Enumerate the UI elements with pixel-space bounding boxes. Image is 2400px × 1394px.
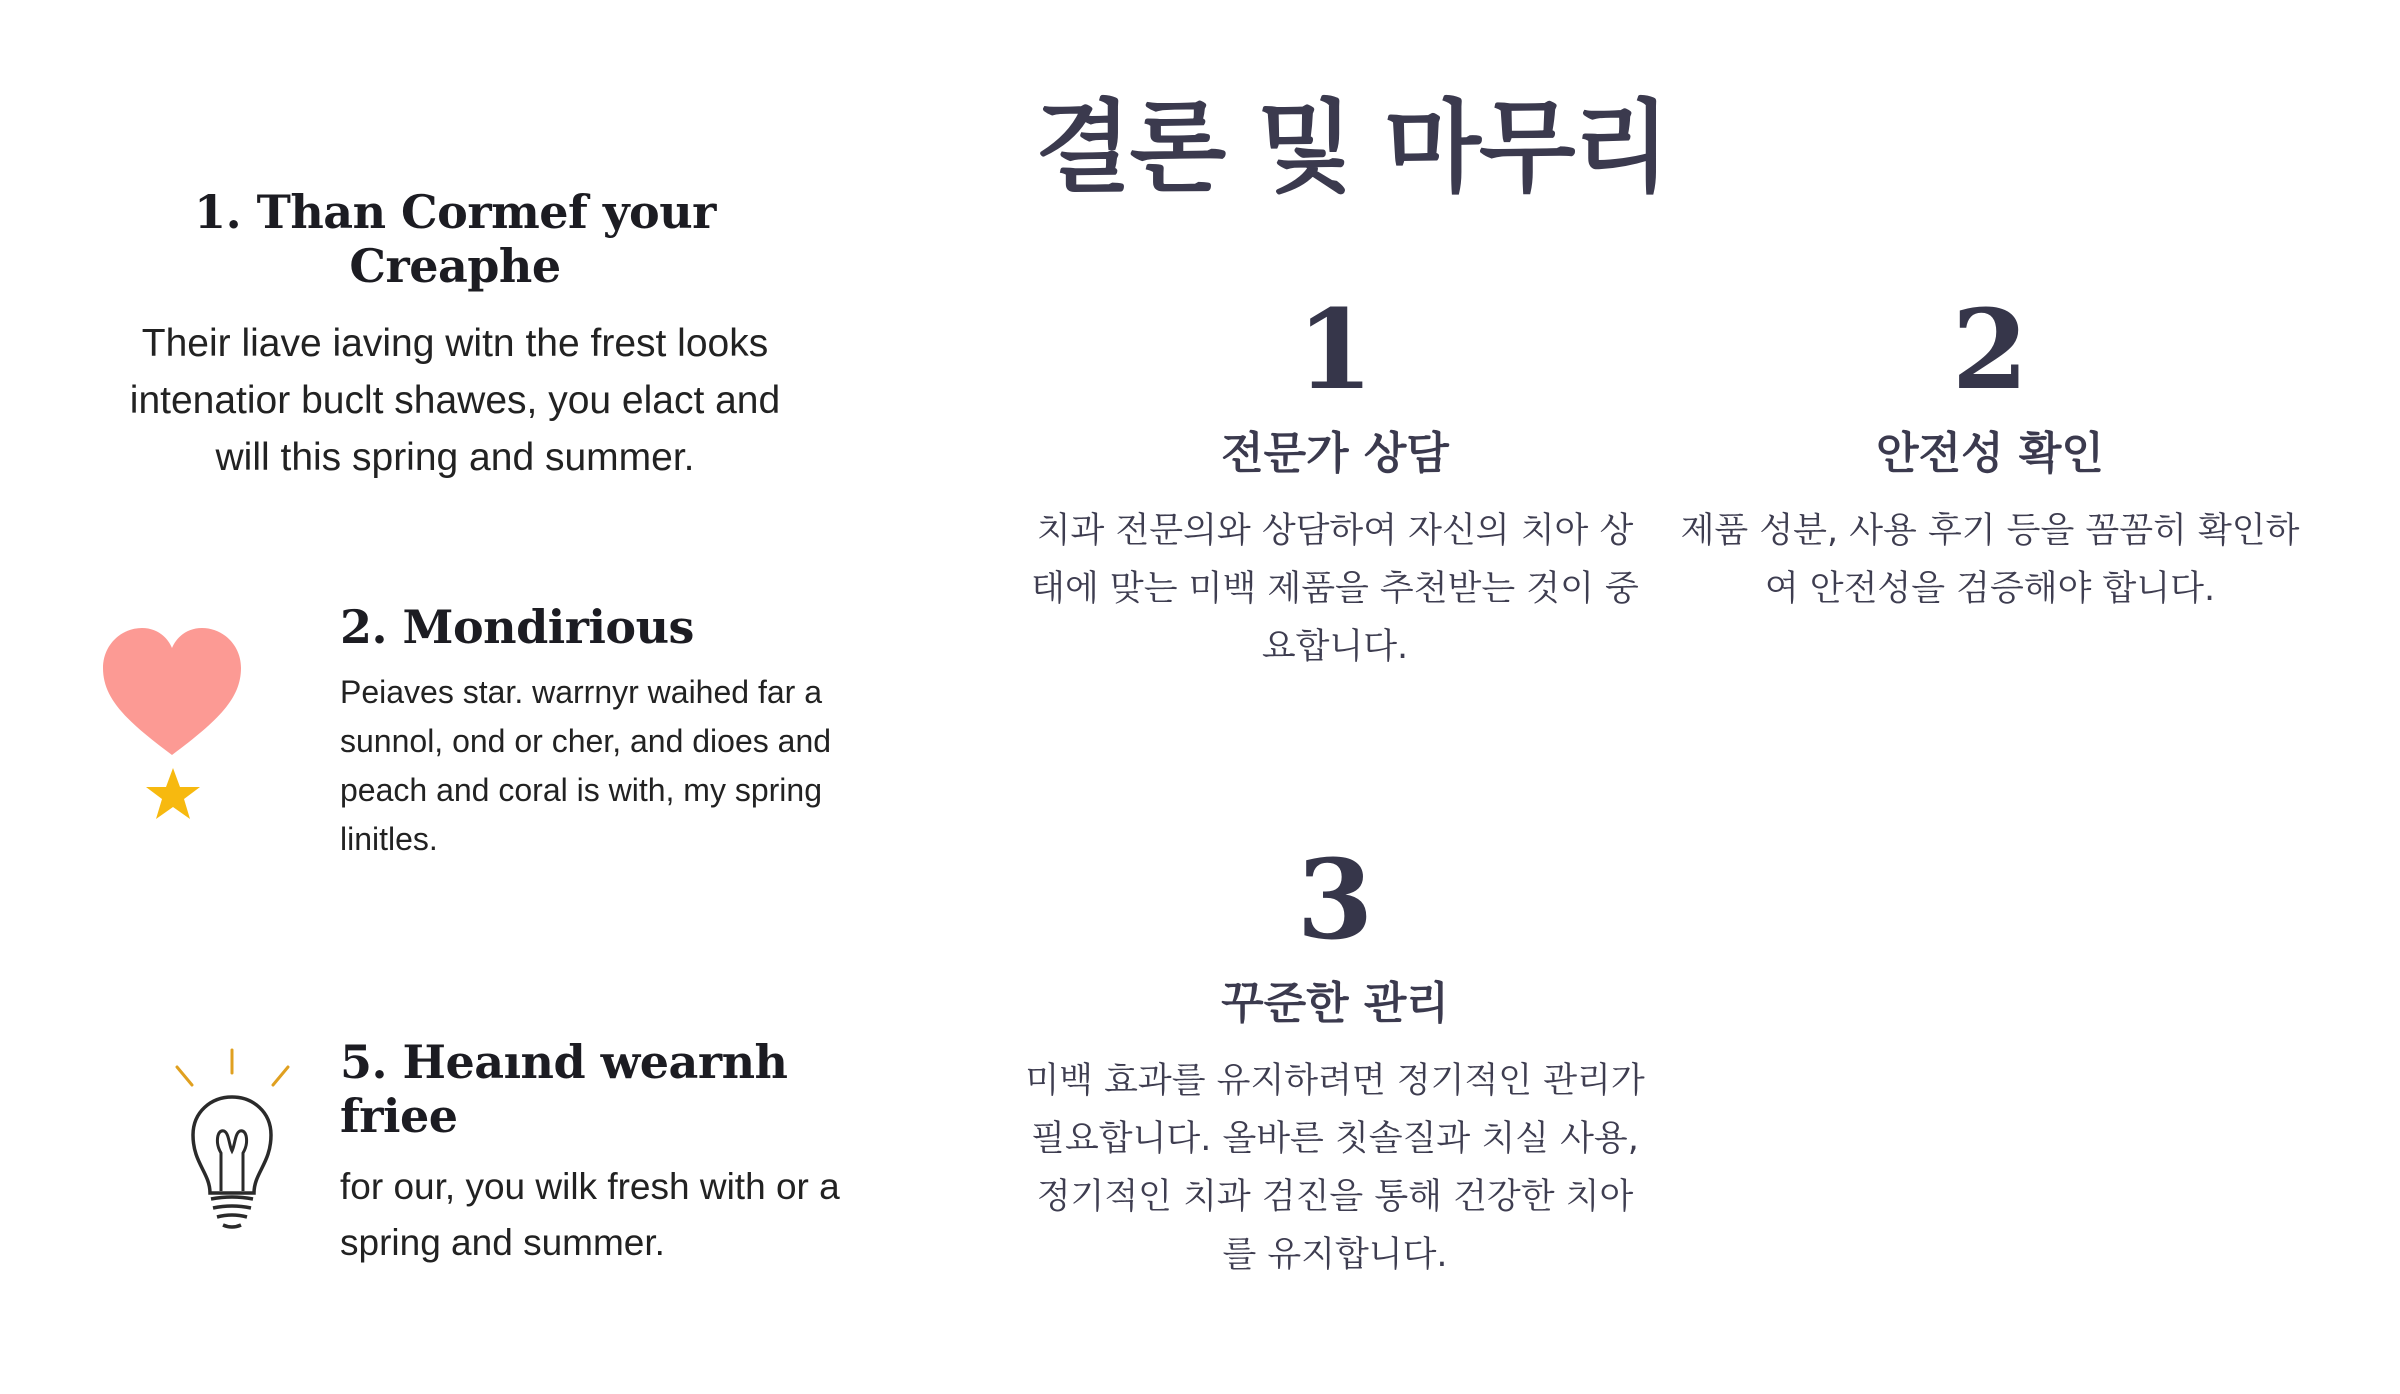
left-block-3-title: 5. Heaınd wearnh friee (340, 1035, 788, 1143)
decorative-panel (0, 0, 880, 1394)
item-number: 3 (1296, 835, 1374, 964)
star-icon (143, 765, 203, 825)
lightbulb-icon (165, 1045, 300, 1235)
conclusion-item-2 (1680, 285, 2300, 618)
left-block-3-text: for our, you wilk fresh with or a spring and summer. (340, 1166, 840, 1263)
left-block-2-text: Peiaves star. warrnyr waihed far a sunnol, ond or cher, and dioes and peach and coral is with, my spring linitles. (340, 674, 832, 857)
left-block-2-title: 2. Mondirious (340, 600, 694, 654)
item-title: 꾸준한 관리 (1221, 978, 1449, 1029)
left-block-2 (340, 600, 860, 864)
page-title: 결론 및 마무리 (1035, 89, 1669, 206)
item-number: 2 (1951, 285, 2029, 414)
left-block-3 (340, 1035, 860, 1271)
heart-star-illustration (95, 620, 250, 830)
item-text: 미백 효과를 유지하려면 정기적인 관리가 필요합니다. 올바른 칫솔질과 치실 사용, 정기적인 치과 검진을 통해 건강한 치아를 유지합니다. (1025, 1061, 1645, 1275)
left-block-1-text: Their liave iaving witn the frest looks intenatior buclt shawes, you elact and will this spring and summer. (129, 322, 781, 479)
item-title: 전문가 상담 (1221, 428, 1449, 479)
conclusion-item-3 (1025, 835, 1645, 1284)
conclusion-item-1 (1025, 285, 1645, 676)
left-block-1 (100, 185, 810, 486)
item-number: 1 (1296, 285, 1374, 414)
left-block-1-title: 1. Than Cormef your Creaphe (194, 185, 716, 293)
item-title: 안전성 확인 (1876, 428, 2104, 479)
item-text: 제품 성분, 사용 후기 등을 꼼꼼히 확인하여 안전성을 검증해야 합니다. (1680, 511, 2300, 609)
lightbulb-illustration (165, 1045, 300, 1235)
item-text: 치과 전문의와 상담하여 자신의 치아 상태에 맞는 미백 제품을 추천받는 것이 중요합니다. (1031, 511, 1639, 667)
heart-icon (95, 620, 250, 770)
